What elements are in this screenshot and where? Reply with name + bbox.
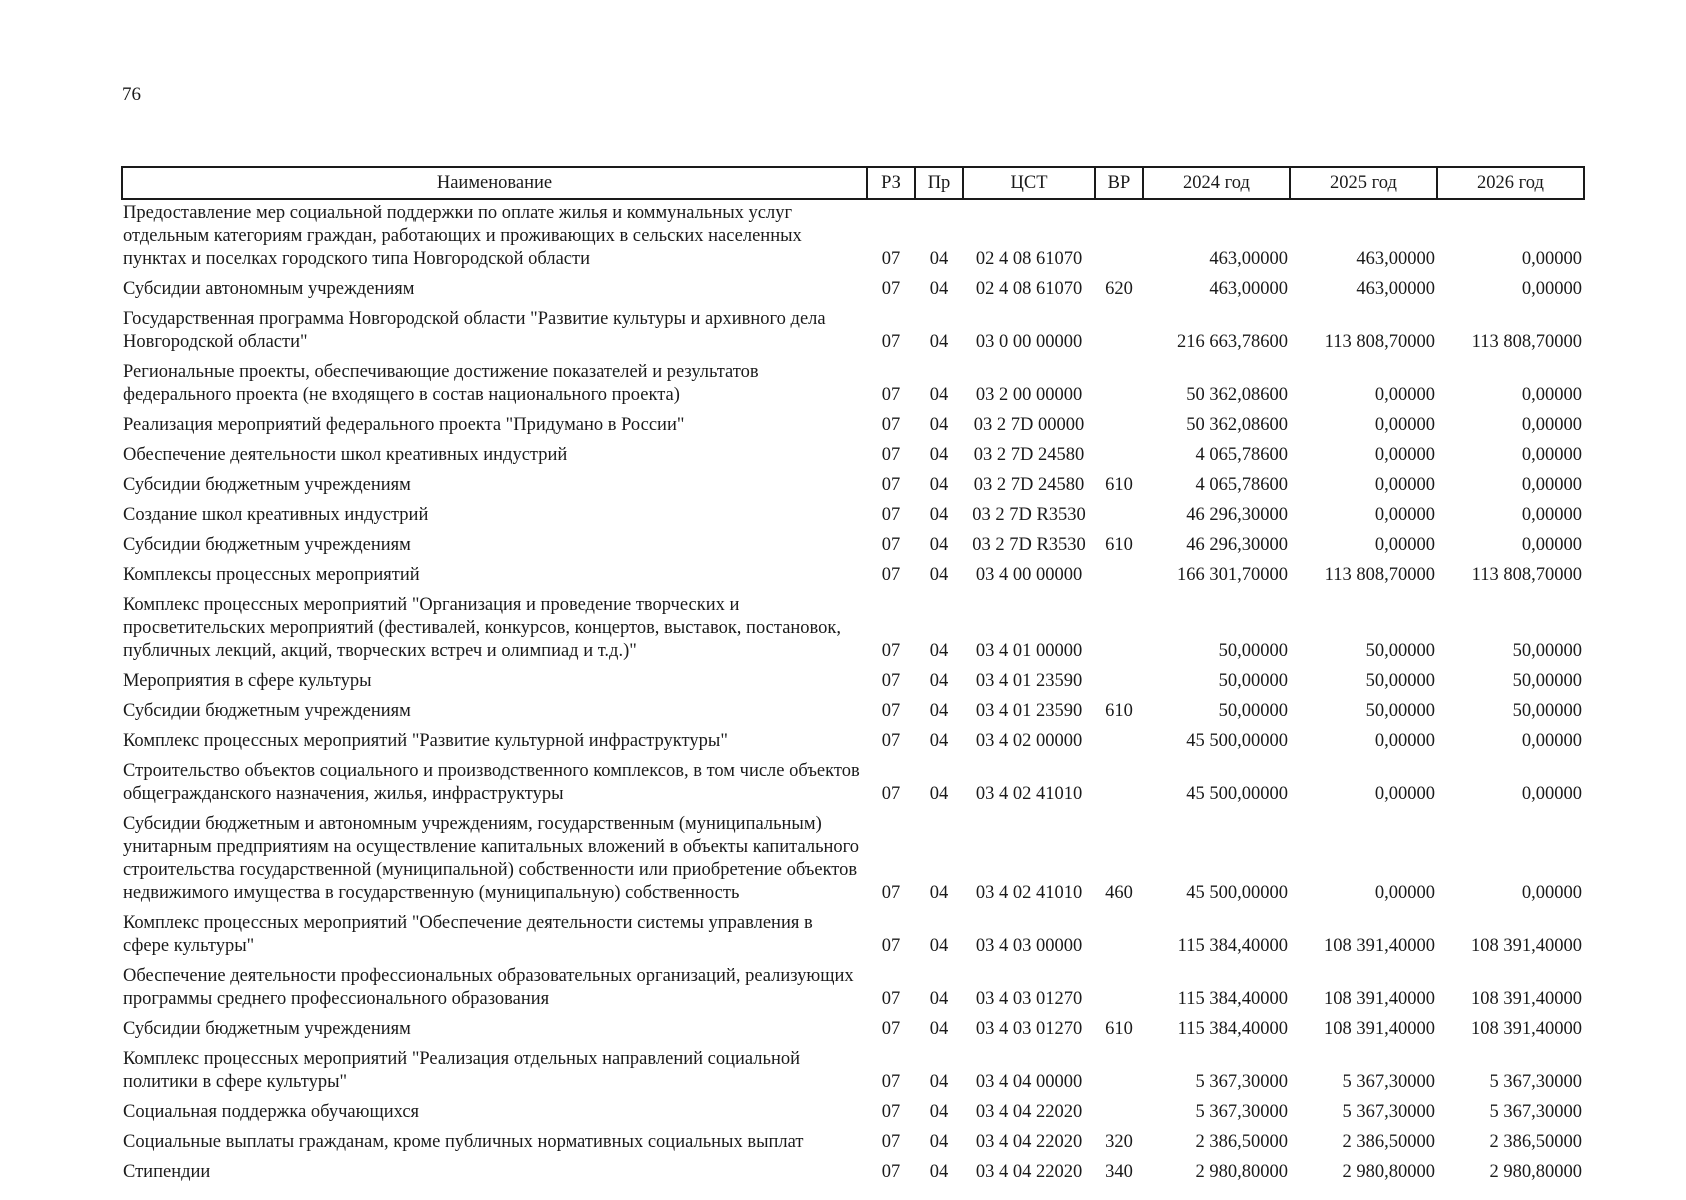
row-2026-cell: 0,00000 (1521, 279, 1582, 299)
row-cst-cell: 03 2 7D 24580 (973, 445, 1085, 465)
row-pr-cell: 04 (929, 475, 949, 495)
row-2024-cell: 463,00000 (1209, 279, 1288, 299)
row-2026-cell: 0,00000 (1521, 249, 1582, 269)
table-row (122, 1013, 1584, 1043)
row-2026-cell: 50,00000 (1512, 641, 1582, 661)
row-2024-cell: 45 500,00000 (1186, 784, 1288, 804)
table-body (122, 199, 1584, 1186)
row-vr-cell (1095, 665, 1143, 695)
row-2024-cell: 50,00000 (1218, 641, 1288, 661)
row-vr-cell (1095, 559, 1143, 589)
page-number: 76 (122, 84, 141, 105)
row-2026-cell: 113 808,70000 (1471, 332, 1582, 352)
row-2024-cell: 115 384,40000 (1177, 989, 1288, 1009)
row-2024-cell: 4 065,78600 (1195, 475, 1288, 495)
row-pr-cell: 04 (929, 1019, 949, 1039)
budget-table (121, 166, 1585, 1186)
row-2025-cell: 0,00000 (1374, 883, 1435, 903)
row-pr-cell: 04 (929, 641, 949, 661)
row-name-cell: Субсидии бюджетным учреждениям (123, 535, 411, 555)
row-rz-cell: 07 (881, 989, 901, 1009)
row-pr-cell: 04 (929, 415, 949, 435)
row-2025-cell: 0,00000 (1374, 445, 1435, 465)
header-rz: РЗ (867, 167, 915, 199)
row-name-cell: Реализация мероприятий федерального проекта "Придумано в России" (123, 415, 685, 435)
row-cst-cell: 03 2 00 00000 (975, 385, 1083, 405)
table-row (122, 755, 1584, 808)
row-2025-cell: 108 391,40000 (1324, 936, 1435, 956)
row-rz-cell: 07 (881, 565, 901, 585)
row-pr-cell: 04 (929, 671, 949, 691)
row-2026-cell: 113 808,70000 (1471, 565, 1582, 585)
row-name-cell: Субсидии бюджетным учреждениям (123, 701, 411, 721)
row-vr-cell (1095, 907, 1143, 960)
row-2026-cell: 0,00000 (1521, 445, 1582, 465)
row-name-cell: Комплекс процессных мероприятий "Обеспечение деятельности системы управления в сфере культуры" (123, 913, 813, 956)
row-2025-cell: 0,00000 (1374, 385, 1435, 405)
row-2026-cell: 108 391,40000 (1471, 989, 1582, 1009)
row-2026-cell: 0,00000 (1521, 731, 1582, 751)
row-name-cell: Субсидии автономным учреждениям (123, 279, 415, 299)
row-vr-cell (1095, 356, 1143, 409)
row-2026-cell: 0,00000 (1521, 505, 1582, 525)
row-pr-cell: 04 (929, 731, 949, 751)
row-2025-cell: 5 367,30000 (1342, 1102, 1435, 1122)
row-pr-cell: 04 (929, 385, 949, 405)
row-2024-cell: 46 296,30000 (1186, 535, 1288, 555)
row-2025-cell: 0,00000 (1374, 784, 1435, 804)
row-cst-cell: 03 4 00 00000 (975, 565, 1083, 585)
row-rz-cell: 07 (881, 1132, 901, 1152)
row-vr-cell (1095, 960, 1143, 1013)
row-2025-cell: 463,00000 (1356, 279, 1435, 299)
row-2025-cell: 108 391,40000 (1324, 1019, 1435, 1039)
row-2025-cell: 0,00000 (1374, 505, 1435, 525)
row-rz-cell: 07 (881, 1019, 901, 1039)
header-pr: Пр (915, 167, 963, 199)
row-2024-cell: 2 386,50000 (1195, 1132, 1288, 1152)
row-2025-cell: 2 386,50000 (1342, 1132, 1435, 1152)
row-vr-cell (1095, 409, 1143, 439)
row-rz-cell: 07 (881, 1102, 901, 1122)
row-2024-cell: 50 362,08600 (1186, 415, 1288, 435)
row-cst-cell: 03 4 02 41010 (975, 784, 1083, 804)
row-2024-cell: 50,00000 (1218, 701, 1288, 721)
row-name-cell: Обеспечение деятельности школ креативных индустрий (123, 445, 568, 465)
row-2024-cell: 463,00000 (1209, 249, 1288, 269)
row-pr-cell: 04 (929, 701, 949, 721)
row-rz-cell: 07 (881, 671, 901, 691)
row-2024-cell: 5 367,30000 (1195, 1102, 1288, 1122)
row-2026-cell: 5 367,30000 (1489, 1072, 1582, 1092)
row-2025-cell: 463,00000 (1356, 249, 1435, 269)
header-2026: 2026 год (1437, 167, 1584, 199)
row-2026-cell: 108 391,40000 (1471, 936, 1582, 956)
row-2026-cell: 0,00000 (1521, 385, 1582, 405)
row-name-cell: Создание школ креативных индустрий (123, 505, 429, 525)
row-vr-cell (1095, 499, 1143, 529)
row-rz-cell: 07 (881, 385, 901, 405)
row-rz-cell: 07 (881, 731, 901, 751)
row-name-cell: Строительство объектов социального и производственного комплексов, в том числе объектов общегражданского назначения, жилья, инфраструктуры (123, 761, 860, 804)
row-2024-cell: 46 296,30000 (1186, 505, 1288, 525)
row-2026-cell: 0,00000 (1521, 415, 1582, 435)
row-pr-cell: 04 (929, 332, 949, 352)
row-cst-cell: 03 4 03 01270 (975, 989, 1083, 1009)
row-pr-cell: 04 (929, 1132, 949, 1152)
row-name-cell: Обеспечение деятельности профессиональных образовательных организаций, реализующих программы среднего профессионального образования (123, 966, 854, 1009)
row-rz-cell: 07 (881, 475, 901, 495)
header-2025: 2025 год (1290, 167, 1437, 199)
table-row (122, 439, 1584, 469)
row-rz-cell: 07 (881, 535, 901, 555)
row-2025-cell: 113 808,70000 (1324, 565, 1435, 585)
row-pr-cell: 04 (929, 1162, 949, 1182)
row-vr-cell: 610 (1105, 1019, 1133, 1039)
table-row (122, 1156, 1584, 1186)
row-2025-cell: 50,00000 (1365, 641, 1435, 661)
row-name-cell: Субсидии бюджетным учреждениям (123, 475, 411, 495)
row-rz-cell: 07 (881, 249, 901, 269)
table-row (122, 559, 1584, 589)
row-2025-cell: 113 808,70000 (1324, 332, 1435, 352)
table-row (122, 199, 1584, 273)
row-name-cell: Субсидии бюджетным и автономным учреждениям, государственным (муниципальным) унитарным предприятиям на осуществление капитальных вложений в объекты капитального строительства государственной (муниципальной) собственности или приобретение объектов недвижимого имущества в государственную (муниципальную) собственность (123, 814, 860, 903)
row-2025-cell: 50,00000 (1365, 671, 1435, 691)
row-name-cell: Государственная программа Новгородской области "Развитие культуры и архивного дела Новгородской области" (123, 309, 826, 352)
row-rz-cell: 07 (881, 1162, 901, 1182)
row-pr-cell: 04 (929, 445, 949, 465)
row-name-cell: Мероприятия в сфере культуры (123, 671, 372, 691)
row-2026-cell: 0,00000 (1521, 535, 1582, 555)
row-cst-cell: 03 4 02 41010 (975, 883, 1083, 903)
table-header (122, 167, 1584, 199)
row-name-cell: Субсидии бюджетным учреждениям (123, 1019, 411, 1039)
table-row (122, 356, 1584, 409)
row-pr-cell: 04 (929, 279, 949, 299)
table-row (122, 725, 1584, 755)
row-name-cell: Комплекс процессных мероприятий "Реализация отдельных направлений социальной политики в сфере культуры" (123, 1049, 801, 1092)
row-name-cell: Комплекс процессных мероприятий "Организация и проведение творческих и просветительских мероприятий (фестивалей, конкурсов, концертов, выставок, постановок, публичных лекций, акций, творческих встреч и олимпиад и т.д.)" (123, 595, 842, 661)
row-rz-cell: 07 (881, 415, 901, 435)
row-vr-cell (1095, 725, 1143, 755)
row-2024-cell: 4 065,78600 (1195, 445, 1288, 465)
row-name-cell: Комплексы процессных мероприятий (123, 565, 420, 585)
row-2024-cell: 216 663,78600 (1177, 332, 1288, 352)
row-rz-cell: 07 (881, 883, 901, 903)
row-rz-cell: 07 (881, 1072, 901, 1092)
header-name: Наименование (122, 167, 867, 199)
row-2024-cell: 2 980,80000 (1195, 1162, 1288, 1182)
row-2026-cell: 5 367,30000 (1489, 1102, 1582, 1122)
row-cst-cell: 02 4 08 61070 (975, 249, 1083, 269)
row-name-cell: Региональные проекты, обеспечивающие достижение показателей и результатов федерального проекта (не входящего в состав национального проекта) (123, 362, 759, 405)
row-2026-cell: 0,00000 (1521, 784, 1582, 804)
row-2025-cell: 50,00000 (1365, 701, 1435, 721)
row-cst-cell: 03 2 7D 00000 (973, 415, 1085, 435)
row-vr-cell (1095, 1096, 1143, 1126)
row-cst-cell: 03 4 01 23590 (975, 671, 1083, 691)
row-name-cell: Предоставление мер социальной поддержки по оплате жилья и коммунальных услуг отдельным категориям граждан, работающих и проживающих в сельских населенных пунктах и поселках городского типа Новгородской области (123, 203, 802, 269)
row-2024-cell: 115 384,40000 (1177, 936, 1288, 956)
row-vr-cell: 610 (1105, 701, 1133, 721)
row-name-cell: Социальные выплаты гражданам, кроме публичных нормативных социальных выплат (123, 1132, 804, 1152)
row-2024-cell: 50,00000 (1218, 671, 1288, 691)
row-2025-cell: 0,00000 (1374, 731, 1435, 751)
row-vr-cell: 340 (1105, 1162, 1133, 1182)
row-rz-cell: 07 (881, 784, 901, 804)
row-cst-cell: 03 4 01 00000 (975, 641, 1083, 661)
row-vr-cell: 610 (1105, 535, 1133, 555)
row-cst-cell: 03 4 04 22020 (975, 1162, 1083, 1182)
row-vr-cell (1095, 303, 1143, 356)
row-cst-cell: 02 4 08 61070 (975, 279, 1083, 299)
row-cst-cell: 03 0 00 00000 (975, 332, 1083, 352)
row-2025-cell: 108 391,40000 (1324, 989, 1435, 1009)
row-2024-cell: 50 362,08600 (1186, 385, 1288, 405)
row-2025-cell: 5 367,30000 (1342, 1072, 1435, 1092)
row-vr-cell: 620 (1105, 279, 1133, 299)
table-row (122, 665, 1584, 695)
row-2026-cell: 2 386,50000 (1489, 1132, 1582, 1152)
table-row (122, 273, 1584, 303)
row-2025-cell: 0,00000 (1374, 535, 1435, 555)
table-row (122, 808, 1584, 907)
table-row (122, 529, 1584, 559)
row-cst-cell: 03 4 03 01270 (975, 1019, 1083, 1039)
row-2026-cell: 0,00000 (1521, 883, 1582, 903)
table-row (122, 409, 1584, 439)
row-pr-cell: 04 (929, 565, 949, 585)
row-cst-cell: 03 2 7D 24580 (973, 475, 1085, 495)
table-row (122, 589, 1584, 665)
header-cst: ЦСТ (963, 167, 1095, 199)
table-row (122, 960, 1584, 1013)
row-rz-cell: 07 (881, 332, 901, 352)
row-2025-cell: 2 980,80000 (1342, 1162, 1435, 1182)
table-row (122, 1126, 1584, 1156)
table-row (122, 695, 1584, 725)
table-row (122, 1096, 1584, 1126)
row-vr-cell (1095, 589, 1143, 665)
row-vr-cell: 610 (1105, 475, 1133, 495)
row-cst-cell: 03 2 7D R3530 (972, 535, 1086, 555)
row-pr-cell: 04 (929, 784, 949, 804)
row-cst-cell: 03 4 04 22020 (975, 1132, 1083, 1152)
table-row (122, 469, 1584, 499)
row-pr-cell: 04 (929, 989, 949, 1009)
row-name-cell: Комплекс процессных мероприятий "Развитие культурной инфраструктуры" (123, 731, 728, 751)
row-2026-cell: 0,00000 (1521, 475, 1582, 495)
row-pr-cell: 04 (929, 249, 949, 269)
row-2024-cell: 166 301,70000 (1177, 565, 1288, 585)
row-rz-cell: 07 (881, 701, 901, 721)
row-2026-cell: 108 391,40000 (1471, 1019, 1582, 1039)
row-rz-cell: 07 (881, 936, 901, 956)
table-row (122, 303, 1584, 356)
row-cst-cell: 03 4 04 22020 (975, 1102, 1083, 1122)
row-rz-cell: 07 (881, 279, 901, 299)
row-vr-cell: 320 (1105, 1132, 1133, 1152)
header-vr: ВР (1095, 167, 1143, 199)
row-pr-cell: 04 (929, 535, 949, 555)
row-name-cell: Стипендии (123, 1162, 211, 1182)
row-name-cell: Социальная поддержка обучающихся (123, 1102, 420, 1122)
row-rz-cell: 07 (881, 445, 901, 465)
row-cst-cell: 03 4 04 00000 (975, 1072, 1083, 1092)
table-row (122, 499, 1584, 529)
row-pr-cell: 04 (929, 505, 949, 525)
row-2026-cell: 50,00000 (1512, 671, 1582, 691)
row-vr-cell: 460 (1105, 883, 1133, 903)
row-2026-cell: 50,00000 (1512, 701, 1582, 721)
row-vr-cell (1095, 199, 1143, 273)
row-pr-cell: 04 (929, 883, 949, 903)
row-2025-cell: 0,00000 (1374, 415, 1435, 435)
row-pr-cell: 04 (929, 1102, 949, 1122)
row-2026-cell: 2 980,80000 (1489, 1162, 1582, 1182)
row-vr-cell (1095, 439, 1143, 469)
row-2024-cell: 45 500,00000 (1186, 883, 1288, 903)
row-cst-cell: 03 4 02 00000 (975, 731, 1083, 751)
table-row (122, 907, 1584, 960)
row-pr-cell: 04 (929, 1072, 949, 1092)
row-cst-cell: 03 2 7D R3530 (972, 505, 1086, 525)
row-cst-cell: 03 4 03 00000 (975, 936, 1083, 956)
row-2024-cell: 5 367,30000 (1195, 1072, 1288, 1092)
row-cst-cell: 03 4 01 23590 (975, 701, 1083, 721)
row-2025-cell: 0,00000 (1374, 475, 1435, 495)
row-vr-cell (1095, 755, 1143, 808)
row-vr-cell (1095, 1043, 1143, 1096)
row-rz-cell: 07 (881, 641, 901, 661)
row-pr-cell: 04 (929, 936, 949, 956)
row-rz-cell: 07 (881, 505, 901, 525)
row-2024-cell: 45 500,00000 (1186, 731, 1288, 751)
table-row (122, 1043, 1584, 1096)
header-2024: 2024 год (1143, 167, 1290, 199)
row-2024-cell: 115 384,40000 (1177, 1019, 1288, 1039)
